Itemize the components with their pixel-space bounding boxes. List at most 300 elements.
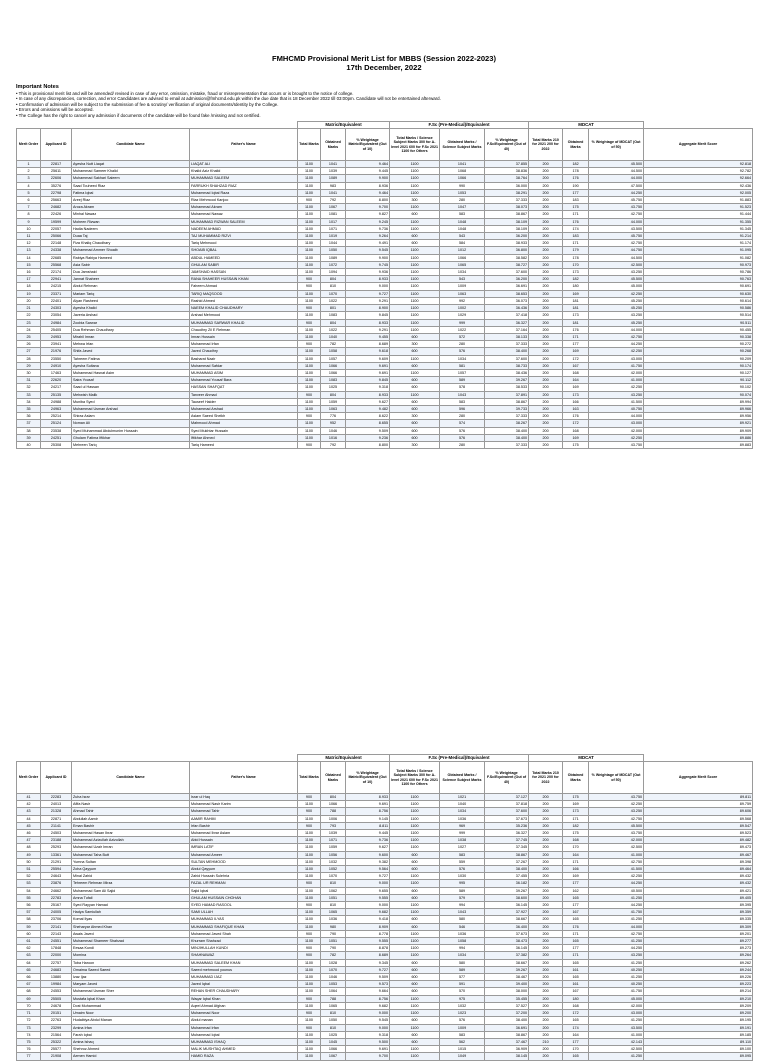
cell-matric-obtained: 790 <box>321 945 346 952</box>
cell-fsc-weightage: 36.800 <box>485 247 529 254</box>
cell-applicant-id: 23371 <box>41 290 72 297</box>
cell-mdcat-obtained: 171 <box>563 952 589 959</box>
cell-matric-total: 900 <box>298 952 321 959</box>
cell-applicant-id: 22817 <box>41 161 72 168</box>
col-applicant-id: Applicant ID <box>41 762 72 794</box>
cell-father-name: Javed Chaudhry <box>190 348 298 355</box>
cell-aggregate-score: 90.112 <box>644 377 753 384</box>
cell-fsc-weightage: 39.267 <box>485 966 529 973</box>
cell-fsc-obtained: 280 <box>440 197 485 204</box>
cell-fsc-obtained: 1066 <box>440 175 485 182</box>
cell-aggregate-score: 90.174 <box>644 362 753 369</box>
cell-candidate-name: Izaz Ijaz <box>72 974 190 981</box>
cell-matric-weightage: 9.291 <box>346 297 390 304</box>
cell-mdcat-obtained: 169 <box>563 384 589 391</box>
cell-aggregate-score: 89.095 <box>644 1053 753 1060</box>
cell-mdcat-obtained: 171 <box>563 930 589 937</box>
cell-father-name: Tariq Hameed <box>190 441 298 448</box>
cell-mdcat-weightage: 45.750 <box>589 233 644 240</box>
cell-matric-obtained: 792 <box>321 197 346 204</box>
cell-father-name: AAMIR RAHIM <box>190 815 298 822</box>
cell-mdcat-total: 200 <box>529 240 563 247</box>
cell-matric-weightage: 9.745 <box>346 261 390 268</box>
cell-applicant-id: 23299 <box>41 1024 72 1031</box>
cell-mdcat-total: 200 <box>529 269 563 276</box>
cell-matric-weightage: 9.900 <box>346 175 390 182</box>
cell-fsc-total: 1100 <box>390 844 440 851</box>
cell-merit-order: 37 <box>17 420 41 427</box>
cell-matric-total: 900 <box>298 319 321 326</box>
cell-mdcat-obtained: 166 <box>563 398 589 405</box>
cell-matric-weightage: 9.627 <box>346 844 390 851</box>
cell-merit-order: 62 <box>17 945 41 952</box>
cell-fsc-obtained: 1053 <box>440 189 485 196</box>
merit-rows-part-1 <box>17 161 753 449</box>
cell-matric-weightage: 9.000 <box>346 880 390 887</box>
cell-aggregate-score: 89.994 <box>644 398 753 405</box>
cell-fsc-obtained: 579 <box>440 894 485 901</box>
cell-merit-order: 26 <box>17 341 41 348</box>
cell-applicant-id: 24984 <box>41 319 72 326</box>
cell-mdcat-weightage: 45.750 <box>589 197 644 204</box>
cell-mdcat-obtained: 161 <box>563 981 589 988</box>
cell-fsc-obtained: 280 <box>440 413 485 420</box>
cell-matric-weightage: 9.682 <box>346 909 390 916</box>
cell-mdcat-total: 200 <box>529 866 563 873</box>
cell-merit-order: 77 <box>17 1053 41 1060</box>
cell-mdcat-weightage: 42.000 <box>589 837 644 844</box>
cell-applicant-id: 22606 <box>41 175 72 182</box>
cell-fsc-obtained: 580 <box>440 959 485 966</box>
cell-mdcat-obtained: 179 <box>563 247 589 254</box>
cell-aggregate-score: 90.973 <box>644 261 753 268</box>
cell-mdcat-weightage: 41.250 <box>589 916 644 923</box>
cell-aggregate-score: 89.195 <box>644 1017 753 1024</box>
group-mdcat: MDCAT <box>529 755 644 762</box>
cell-merit-order: 9 <box>17 218 41 225</box>
cell-father-name: Syed Mukhtar Hussain <box>190 427 298 434</box>
cell-fsc-weightage: 38.533 <box>485 384 529 391</box>
cell-mdcat-total: 200 <box>529 1031 563 1038</box>
cell-matric-total: 900 <box>298 794 321 801</box>
cell-aggregate-score: 92.782 <box>644 168 753 175</box>
cell-candidate-name: Dua Jamshaid <box>72 269 190 276</box>
cell-candidate-name: Noman Ali <box>72 420 190 427</box>
cell-matric-total: 1100 <box>298 240 321 247</box>
cell-fsc-total: 1100 <box>390 182 440 189</box>
table-row <box>17 326 753 333</box>
cell-matric-obtained: 810 <box>321 283 346 290</box>
cell-matric-total: 1100 <box>298 326 321 333</box>
cell-fsc-weightage: 37.927 <box>485 909 529 916</box>
cell-applicant-id: 25124 <box>41 420 72 427</box>
cell-fsc-obtained: 589 <box>440 966 485 973</box>
cell-mdcat-total: 200 <box>529 326 563 333</box>
cell-applicant-id: 23706 <box>41 916 72 923</box>
cell-fsc-obtained: 995 <box>440 880 485 887</box>
cell-matric-obtained: 1065 <box>321 909 346 916</box>
cell-matric-total: 900 <box>298 880 321 887</box>
cell-matric-total: 1100 <box>298 938 321 945</box>
cell-matric-total: 1100 <box>298 369 321 376</box>
cell-applicant-id: 19984 <box>41 981 72 988</box>
cell-fsc-weightage: 36.400 <box>485 923 529 930</box>
cell-fsc-total: 600 <box>390 398 440 405</box>
cell-mdcat-total: 200 <box>529 909 563 916</box>
cell-fsc-weightage: 37.600 <box>485 269 529 276</box>
cell-mdcat-weightage: 43.750 <box>589 204 644 211</box>
cell-matric-weightage: 9.318 <box>346 384 390 391</box>
cell-aggregate-score: 89.262 <box>644 959 753 966</box>
cell-mdcat-total: 200 <box>529 276 563 283</box>
cell-father-name: Abdul Qayyum <box>190 866 298 873</box>
cell-matric-total: 1100 <box>298 916 321 923</box>
cell-fsc-total: 1100 <box>390 319 440 326</box>
cell-mdcat-total: 200 <box>529 161 563 168</box>
cell-fsc-weightage: 38.133 <box>485 333 529 340</box>
table-row <box>17 441 753 448</box>
cell-mdcat-weightage: 42.750 <box>589 211 644 218</box>
cell-mdcat-weightage: 41.250 <box>589 1053 644 1060</box>
cell-applicant-id: 24963 <box>41 405 72 412</box>
cell-matric-weightage: 9.655 <box>346 887 390 894</box>
cell-fsc-weightage: 38.473 <box>485 938 529 945</box>
cell-matric-total: 1100 <box>298 312 321 319</box>
cell-aggregate-score: 89.811 <box>644 794 753 801</box>
cell-mdcat-obtained: 167 <box>563 362 589 369</box>
cell-fsc-obtained: 992 <box>440 297 485 304</box>
cell-mdcat-total: 200 <box>529 916 563 923</box>
cell-matric-obtained: 788 <box>321 808 346 815</box>
note-item: • The College has the right to cancel any admission if documents of the candidate will be found fake /missing and not certified. <box>16 112 261 118</box>
cell-matric-weightage: 9.545 <box>346 247 390 254</box>
cell-matric-total: 900 <box>298 276 321 283</box>
cell-fsc-total: 600 <box>390 887 440 894</box>
cell-fsc-total: 1100 <box>390 909 440 916</box>
cell-matric-weightage: 9.491 <box>346 240 390 247</box>
cell-matric-obtained: 1046 <box>321 974 346 981</box>
cell-mdcat-weightage: 45.000 <box>589 283 644 290</box>
cell-applicant-id: 23188 <box>41 837 72 844</box>
cell-mdcat-total: 200 <box>529 333 563 340</box>
cell-merit-order: 5 <box>17 189 41 196</box>
cell-mdcat-obtained: 169 <box>563 801 589 808</box>
cell-candidate-name: Shiraz Aslam <box>72 413 190 420</box>
notes-heading: Important Notes <box>16 84 59 90</box>
cell-matric-weightage: 8.933 <box>346 391 390 398</box>
cell-fsc-obtained: 1032 <box>440 1002 485 1009</box>
cell-mdcat-total: 200 <box>529 197 563 204</box>
cell-fsc-weightage: 36.327 <box>485 830 529 837</box>
cell-fsc-weightage: 39.267 <box>485 377 529 384</box>
cell-candidate-name: Umaim Noor <box>72 1010 190 1017</box>
cell-fsc-total: 1100 <box>390 995 440 1002</box>
cell-matric-weightage: 8.936 <box>346 182 390 189</box>
cell-mdcat-obtained: 171 <box>563 858 589 865</box>
cell-mdcat-weightage: 43.000 <box>589 1010 644 1017</box>
cell-matric-obtained: 1072 <box>321 261 346 268</box>
cell-mdcat-total: 200 <box>529 815 563 822</box>
cell-mdcat-total: 200 <box>529 420 563 427</box>
cell-fsc-obtained: 990 <box>440 182 485 189</box>
cell-matric-total: 900 <box>298 341 321 348</box>
cell-aggregate-score: 89.191 <box>644 1024 753 1031</box>
cell-fsc-weightage: 37.164 <box>485 326 529 333</box>
cell-mdcat-obtained: 180 <box>563 283 589 290</box>
cell-merit-order: 28 <box>17 355 41 362</box>
cell-fsc-total: 600 <box>390 894 440 901</box>
cell-father-name: MUHAMMAD ISHAQ <box>190 1038 298 1045</box>
cell-applicant-id: 21564 <box>41 1031 72 1038</box>
cell-candidate-name: Eesaa Kundi <box>72 945 190 952</box>
cell-candidate-name: Saira Yousaf <box>72 377 190 384</box>
table-row <box>17 815 753 822</box>
cell-candidate-name: Mariam Tariq <box>72 290 190 297</box>
col-mdcat-obtained: Obtained Marks <box>563 762 589 794</box>
cell-candidate-name: Ahmad Tahir <box>72 808 190 815</box>
cell-candidate-name: Muhammad Usman Arshad <box>72 405 190 412</box>
cell-matric-total: 1100 <box>298 988 321 995</box>
cell-applicant-id: 25293 <box>41 844 72 851</box>
cell-mdcat-weightage: 41.750 <box>589 909 644 916</box>
cell-mdcat-weightage: 44.500 <box>589 254 644 261</box>
cell-matric-weightage: 9.600 <box>346 851 390 858</box>
cell-matric-obtained: 1041 <box>321 161 346 168</box>
cell-mdcat-weightage: 43.750 <box>589 441 644 448</box>
table-row <box>17 204 753 211</box>
cell-mdcat-total: 200 <box>529 887 563 894</box>
cell-matric-obtained: 1044 <box>321 240 346 247</box>
col-father-name: Father's Name <box>190 129 298 161</box>
cell-father-name: MALIK MUSHTAQ AHMED <box>190 1046 298 1053</box>
table-row <box>17 355 753 362</box>
cell-fsc-weightage: 38.000 <box>485 988 529 995</box>
cell-mdcat-weightage: 47.500 <box>589 182 644 189</box>
cell-matric-obtained: 1039 <box>321 830 346 837</box>
merit-list-page-2 <box>16 754 752 1059</box>
cell-fsc-obtained: 546 <box>440 923 485 930</box>
cell-merit-order: 72 <box>17 1017 41 1024</box>
cell-mdcat-weightage: 43.000 <box>589 355 644 362</box>
cell-matric-weightage: 8.622 <box>346 413 390 420</box>
cell-applicant-id: 25611 <box>41 168 72 175</box>
group-fsc: F.Sc (Pre-Medical)/Equivalent <box>390 755 529 762</box>
cell-matric-total: 1100 <box>298 844 321 851</box>
cell-aggregate-score: 89.921 <box>644 420 753 427</box>
cell-matric-weightage: 9.509 <box>346 427 390 434</box>
cell-fsc-weightage: 37.673 <box>485 930 529 937</box>
cell-fsc-total: 1100 <box>390 822 440 829</box>
cell-fsc-total: 1100 <box>390 175 440 182</box>
table-row <box>17 866 753 873</box>
table-row <box>17 218 753 225</box>
cell-applicant-id: 22871 <box>41 815 72 822</box>
cell-mdcat-weightage: 41.000 <box>589 1031 644 1038</box>
table-row <box>17 261 753 268</box>
cell-fsc-total: 1100 <box>390 1053 440 1060</box>
cell-fsc-weightage: 36.145 <box>485 945 529 952</box>
cell-father-name: MUHAMMAD SARWAR KHALID <box>190 319 298 326</box>
cell-applicant-id: 24643 <box>41 873 72 880</box>
cell-matric-obtained: 1071 <box>321 225 346 232</box>
cell-father-name: ABDUL HAMEED <box>190 254 298 261</box>
cell-matric-weightage: 9.418 <box>346 916 390 923</box>
col-candidate-name: Candidate Name <box>72 762 190 794</box>
cell-mdcat-weightage: 41.000 <box>589 377 644 384</box>
cell-fsc-weightage: 38.836 <box>485 168 529 175</box>
col-aggregate: Aggregate Merit Score <box>644 129 753 161</box>
cell-candidate-name: Hadia Nadeem <box>72 225 190 232</box>
col-merit-order: Merit Order <box>17 762 41 794</box>
cell-father-name: Aqeel Ahmad Afghan <box>190 1002 298 1009</box>
cell-candidate-name: Farah Iqbal <box>72 1031 190 1038</box>
cell-father-name: Iftikhar Ahmed <box>190 434 298 441</box>
cell-merit-order: 19 <box>17 290 41 297</box>
cell-matric-weightage: 9.345 <box>346 959 390 966</box>
cell-fsc-total: 1100 <box>390 945 440 952</box>
cell-matric-weightage: 8.800 <box>346 441 390 448</box>
cell-matric-weightage: 9.627 <box>346 398 390 405</box>
cell-mdcat-weightage: 43.250 <box>589 312 644 319</box>
cell-matric-weightage: 9.727 <box>346 290 390 297</box>
cell-merit-order: 66 <box>17 974 41 981</box>
cell-aggregate-score: 89.264 <box>644 952 753 959</box>
cell-mdcat-weightage: 42.750 <box>589 930 644 937</box>
cell-mdcat-obtained: 164 <box>563 1031 589 1038</box>
cell-mdcat-total: 200 <box>529 348 563 355</box>
cell-matric-total: 1100 <box>298 1031 321 1038</box>
cell-matric-total: 1100 <box>298 204 321 211</box>
cell-matric-total: 1100 <box>298 1017 321 1024</box>
cell-fsc-obtained: 583 <box>440 851 485 858</box>
cell-candidate-name: Muhammad Usman Sher <box>72 988 190 995</box>
cell-candidate-name: Minal Zahid <box>72 873 190 880</box>
cell-candidate-name: Muhammad Hasnat Asim <box>72 369 190 376</box>
cell-matric-total: 1100 <box>298 175 321 182</box>
cell-matric-total: 1100 <box>298 427 321 434</box>
cell-fsc-obtained: 1034 <box>440 269 485 276</box>
cell-mdcat-obtained: 171 <box>563 333 589 340</box>
cell-fsc-obtained: 1021 <box>440 794 485 801</box>
cell-matric-total: 1100 <box>298 211 321 218</box>
cell-mdcat-weightage: 42.250 <box>589 434 644 441</box>
cell-candidate-name: Mirahil Imran <box>72 333 190 340</box>
cell-applicant-id: 24215 <box>41 283 72 290</box>
table-row <box>17 801 753 808</box>
cell-father-name: MINJIHULLAH KUNDI <box>190 945 298 952</box>
cell-aggregate-score: 90.514 <box>644 312 753 319</box>
cell-aggregate-score: 89.547 <box>644 822 753 829</box>
cell-applicant-id: 22685 <box>41 254 72 261</box>
cell-fsc-weightage: 38.073 <box>485 204 529 211</box>
cell-aggregate-score: 89.956 <box>644 413 753 420</box>
cell-fsc-obtained: 576 <box>440 1017 485 1024</box>
table-row <box>17 959 753 966</box>
cell-matric-weightage: 9.700 <box>346 1053 390 1060</box>
cell-father-name: Muhammad Arshad <box>190 405 298 412</box>
cell-matric-total: 1100 <box>298 837 321 844</box>
cell-aggregate-score: 89.209 <box>644 1002 753 1009</box>
cell-aggregate-score: 90.511 <box>644 319 753 326</box>
cell-matric-weightage: 9.691 <box>346 369 390 376</box>
cell-fsc-obtained: 559 <box>440 858 485 865</box>
cell-matric-obtained: 810 <box>321 1024 346 1031</box>
cell-aggregate-score: 89.100 <box>644 1046 753 1053</box>
cell-matric-weightage: 9.509 <box>346 974 390 981</box>
cell-mdcat-obtained: 169 <box>563 873 589 880</box>
cell-fsc-obtained: 574 <box>440 420 485 427</box>
table-row <box>17 175 753 182</box>
cell-fsc-weightage: 35.455 <box>485 995 529 1002</box>
cell-father-name: TARIQ MAQSOOD <box>190 290 298 297</box>
cell-applicant-id: 22783 <box>41 894 72 901</box>
cell-mdcat-obtained: 172 <box>563 355 589 362</box>
cell-fsc-obtained: 1030 <box>440 873 485 880</box>
cell-merit-order: 65 <box>17 966 41 973</box>
cell-merit-order: 42 <box>17 801 41 808</box>
cell-aggregate-score: 89.421 <box>644 887 753 894</box>
cell-matric-obtained: 1019 <box>321 233 346 240</box>
cell-merit-order: 45 <box>17 822 41 829</box>
table-row <box>17 290 753 297</box>
cell-applicant-id: 22941 <box>41 276 72 283</box>
table-row <box>17 873 753 880</box>
cell-applicant-id: 23941 <box>41 341 72 348</box>
cell-mdcat-total: 200 <box>529 959 563 966</box>
cell-fsc-weightage: 38.667 <box>485 916 529 923</box>
cell-fsc-obtained: 543 <box>440 276 485 283</box>
cell-fsc-weightage: 37.673 <box>485 815 529 822</box>
cell-mdcat-weightage: 44.250 <box>589 189 644 196</box>
cell-applicant-id: 21328 <box>41 808 72 815</box>
cell-merit-order: 50 <box>17 858 41 865</box>
cell-matric-obtained: 1025 <box>321 1031 346 1038</box>
cell-matric-obtained: 1059 <box>321 844 346 851</box>
cell-fsc-weightage: 36.073 <box>485 297 529 304</box>
cell-matric-obtained: 1032 <box>321 858 346 865</box>
cell-matric-total: 1100 <box>298 420 321 427</box>
cell-mdcat-total: 200 <box>529 369 563 376</box>
cell-applicant-id: 24683 <box>41 966 72 973</box>
cell-aggregate-score: 92.664 <box>644 175 753 182</box>
cell-fsc-total: 1100 <box>390 1010 440 1017</box>
cell-fsc-obtained: 280 <box>440 341 485 348</box>
cell-fsc-obtained: 1009 <box>440 1024 485 1031</box>
cell-matric-total: 1100 <box>298 1053 321 1060</box>
cell-mdcat-total: 200 <box>529 182 563 189</box>
cell-father-name: FARRUKH SHAHZAD RIAZ <box>190 182 298 189</box>
cell-matric-obtained: 1064 <box>321 988 346 995</box>
cell-fsc-obtained: 576 <box>440 434 485 441</box>
cell-merit-order: 60 <box>17 930 41 937</box>
cell-mdcat-obtained: 165 <box>563 1017 589 1024</box>
cell-fsc-obtained: 583 <box>440 211 485 218</box>
cell-matric-weightage: 8.909 <box>346 923 390 930</box>
cell-candidate-name: Muhammad Taha Butt <box>72 851 190 858</box>
cell-fsc-total: 1100 <box>390 355 440 362</box>
cell-aggregate-score: 89.405 <box>644 894 753 901</box>
cell-mdcat-obtained: 170 <box>563 844 589 851</box>
cell-aggregate-score: 89.883 <box>644 441 753 448</box>
col-mdcat-weightage: % Weightage of MDCAT (Out of 50) <box>589 762 644 794</box>
cell-matric-total: 1100 <box>298 218 321 225</box>
cell-father-name: SHAHNAWAZ <box>190 952 298 959</box>
table-row <box>17 1024 753 1031</box>
cell-merit-order: 48 <box>17 844 41 851</box>
cell-matric-obtained: 1062 <box>321 887 346 894</box>
cell-mdcat-total: 200 <box>529 398 563 405</box>
cell-merit-order: 34 <box>17 398 41 405</box>
